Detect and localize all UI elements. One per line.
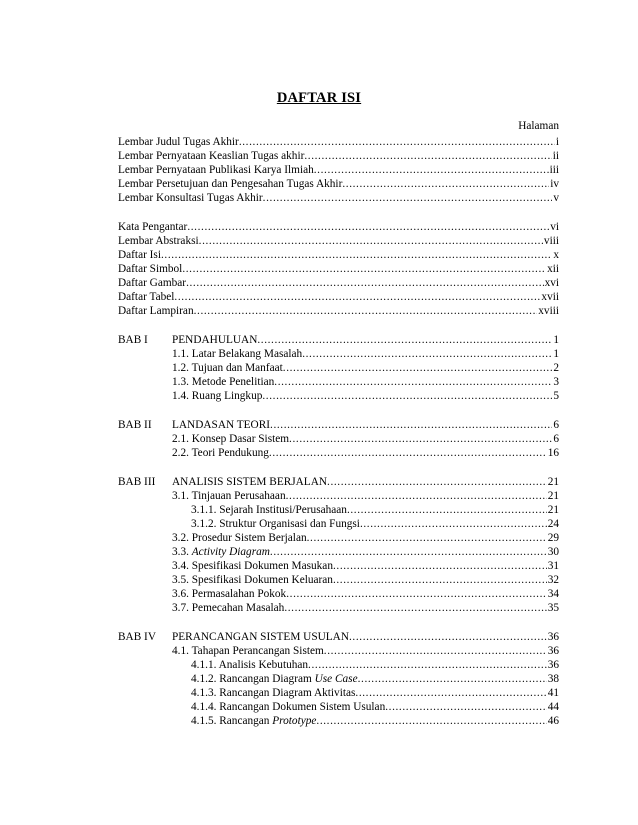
toc-entry-text: 3.5. Spesifikasi Dokumen Keluaran <box>172 574 333 586</box>
toc-page-number: 35 <box>547 602 559 614</box>
toc-entry <box>118 432 559 446</box>
toc-page-number: 21 <box>547 504 559 516</box>
toc-entry-label <box>191 714 316 728</box>
toc-page-number: 30 <box>547 546 559 558</box>
toc-entry <box>118 418 559 432</box>
dot-leader <box>360 517 547 531</box>
dot-leader <box>270 418 552 432</box>
toc-page-number: x <box>553 249 559 261</box>
toc-entry-italic-text: Prototype <box>272 715 317 727</box>
toc-entry <box>118 262 559 276</box>
toc-entry-label <box>118 276 186 290</box>
toc-page-number: xviii <box>538 305 559 317</box>
toc-entry-label <box>172 644 324 658</box>
toc-entry-label <box>118 248 161 262</box>
toc-entry-label <box>191 700 385 714</box>
dot-leader <box>263 191 553 205</box>
toc-entry-label <box>172 545 270 559</box>
toc-entry <box>118 177 559 191</box>
toc-entry-label <box>118 290 174 304</box>
dot-leader <box>161 248 552 262</box>
toc-entry-label <box>172 389 262 403</box>
dot-leader <box>349 630 547 644</box>
page-column-header: Halaman <box>518 120 559 132</box>
toc-page-number: i <box>555 136 559 148</box>
dot-leader <box>355 686 546 700</box>
toc-page-number: 16 <box>547 447 559 459</box>
dot-leader <box>304 149 551 163</box>
toc-entry-text: 4.1.3. Rancangan Diagram Aktivitas <box>191 687 356 699</box>
toc-entry-text: 4.1.5. Rancangan <box>191 715 270 727</box>
dot-leader <box>385 700 546 714</box>
toc-entry-text: 4.1. Tahapan Perancangan Sistem <box>172 645 324 657</box>
toc-entry <box>118 375 559 389</box>
toc-page-number: 5 <box>553 390 559 402</box>
toc-page-number: 36 <box>547 659 559 671</box>
toc-entry <box>118 234 559 248</box>
toc-entry <box>118 559 559 573</box>
toc-entry <box>118 517 559 531</box>
toc-page-number: 41 <box>547 687 559 699</box>
toc-entry-text: 1.1. Latar Belakang Masalah <box>172 348 303 360</box>
toc-entry-text: 3.1.2. Struktur Organisasi dan Fungsi <box>191 518 360 530</box>
toc-page-number: 6 <box>553 419 559 431</box>
toc-entry <box>118 489 559 503</box>
toc-entry <box>118 672 559 686</box>
toc-entry <box>118 389 559 403</box>
toc-entry <box>118 163 559 177</box>
toc-page-number: 31 <box>547 560 559 572</box>
toc-entry-text: 3.3. <box>172 546 189 558</box>
toc-entry-text: LANDASAN TEORI <box>172 419 271 431</box>
toc-entry-label <box>118 234 199 248</box>
toc-entry-text: ANALISIS SISTEM BERJALAN <box>172 476 328 488</box>
toc-entry-text: 3.1. Tinjauan Perusahaan <box>172 490 286 502</box>
toc-entry-text: 1.2. Tujuan dan Manfaat <box>172 362 283 374</box>
toc-entry-text: 1.4. Ruang Lingkup <box>172 390 263 402</box>
dot-leader <box>269 446 547 460</box>
toc-page-number: ii <box>552 150 559 162</box>
toc-page-number: 32 <box>547 574 559 586</box>
toc-entry <box>118 545 559 559</box>
toc-entry <box>118 276 559 290</box>
dot-leader <box>314 163 549 177</box>
toc-entry-label <box>172 375 274 389</box>
toc-entry-italic-text: Use Case <box>314 673 358 685</box>
dot-leader <box>182 262 546 276</box>
toc-entry-label <box>118 149 304 163</box>
toc-page-number: 6 <box>553 433 559 445</box>
toc-page-number: iii <box>549 164 559 176</box>
toc-entry-text: 3.7. Pemecahan Masalah <box>172 602 285 614</box>
dot-leader <box>187 220 549 234</box>
dot-leader <box>302 347 552 361</box>
toc-page-number: 34 <box>547 588 559 600</box>
toc-entry <box>118 135 559 149</box>
toc-entry-label <box>118 135 239 149</box>
toc-entry-label <box>118 191 263 205</box>
toc-entry <box>118 304 559 318</box>
toc-entry-text: 4.1.2. Rancangan Diagram <box>191 673 312 685</box>
toc-page-number: 24 <box>547 518 559 530</box>
toc-entry <box>118 630 559 644</box>
toc-entry-text: 3.6. Permasalahan Pokok <box>172 588 287 600</box>
toc-entry <box>118 347 559 361</box>
toc-entry <box>118 446 559 460</box>
dot-leader <box>286 489 547 503</box>
dot-leader <box>262 389 552 403</box>
toc-entry-label <box>172 573 333 587</box>
toc-page-number: 1 <box>553 348 559 360</box>
toc-entry-text: Lembar Pernyataan Publikasi Karya Ilmiah <box>118 164 314 176</box>
toc-entry <box>118 361 559 375</box>
toc-entry-text: 2.2. Teori Pendukung <box>172 447 269 459</box>
toc-page-number: xvii <box>541 291 559 303</box>
toc-entry-label <box>191 686 355 700</box>
dot-leader <box>186 276 544 290</box>
dot-leader <box>289 432 552 446</box>
toc-entry-label <box>191 517 360 531</box>
page-title: DAFTAR ISI <box>276 90 362 106</box>
toc-entry-text: 3.4. Spesifikasi Dokumen Masukan <box>172 560 333 572</box>
toc-entry <box>118 149 559 163</box>
dot-leader <box>270 545 547 559</box>
toc-entry-label <box>172 475 327 489</box>
toc-page-number: 1 <box>553 334 559 346</box>
toc-entry-text: Kata Pengantar <box>118 221 188 233</box>
toc-entry <box>118 475 559 489</box>
toc-entry-label <box>118 304 194 318</box>
toc-entry-label <box>118 262 182 276</box>
toc-entry-label <box>191 503 347 517</box>
toc-entry-label <box>118 220 187 234</box>
toc-page-number: 2 <box>553 362 559 374</box>
toc-entry-label <box>118 177 342 191</box>
toc-page-number: 46 <box>547 715 559 727</box>
dot-leader <box>174 290 540 304</box>
toc-page-number: 36 <box>547 645 559 657</box>
toc-entry-text: Daftar Gambar <box>118 277 187 289</box>
toc-entry-text: PERANCANGAN SISTEM USULAN <box>172 631 349 643</box>
dot-leader <box>333 559 547 573</box>
toc-entry-text: Lembar Persetujuan dan Pengesahan Tugas Akhir <box>118 178 343 190</box>
toc-page-number: 44 <box>547 701 559 713</box>
toc-entry-text: Lembar Abstraksi <box>118 235 199 247</box>
toc-page-number: xii <box>547 263 559 275</box>
dot-leader <box>308 658 547 672</box>
dot-leader <box>199 234 543 248</box>
toc-entry <box>118 587 559 601</box>
dot-leader <box>307 531 547 545</box>
toc-entry-text: Daftar Simbol <box>118 263 183 275</box>
dot-leader <box>194 304 538 318</box>
toc-entry-text: Daftar Tabel <box>118 291 175 303</box>
toc-page-number: 3 <box>553 376 559 388</box>
dot-leader <box>342 177 549 191</box>
toc-page-number: viii <box>543 235 559 247</box>
chapter-number: BAB III <box>118 476 156 488</box>
toc-entry <box>118 531 559 545</box>
dot-leader <box>283 361 553 375</box>
toc-entry-text: 4.1.1. Analisis Kebutuhan <box>191 659 309 671</box>
toc-page-number: 29 <box>547 532 559 544</box>
toc-entry-text: Lembar Pernyataan Keaslian Tugas akhir <box>118 150 305 162</box>
toc-entry <box>118 714 559 728</box>
toc-entry-label <box>172 361 283 375</box>
toc-entry <box>118 290 559 304</box>
toc-entry-text: Lembar Konsultasi Tugas Akhir <box>118 192 263 204</box>
toc-entry-label <box>172 587 286 601</box>
dot-leader <box>316 714 546 728</box>
toc-entry <box>118 601 559 615</box>
toc-entry-label <box>172 446 269 460</box>
toc-entry <box>118 700 559 714</box>
toc-page-number: vi <box>550 221 559 233</box>
toc-page-number: 21 <box>547 476 559 488</box>
toc-page-number: 21 <box>547 490 559 502</box>
chapter-number: BAB IV <box>118 631 156 643</box>
dot-leader <box>358 672 547 686</box>
toc-entry-text: 1.3. Metode Penelitian <box>172 376 275 388</box>
toc-entry-text: 4.1.4. Rancangan Dokumen Sistem Usulan <box>191 701 386 713</box>
toc-entry-label <box>172 333 257 347</box>
dot-leader <box>347 503 547 517</box>
toc-page-number: 36 <box>547 631 559 643</box>
toc-entry-text: 2.1. Konsep Dasar Sistem <box>172 433 290 445</box>
toc-entry-text: PENDAHULUAN <box>172 334 258 346</box>
toc-entry-text: Lembar Judul Tugas Akhir <box>118 136 239 148</box>
toc-entry <box>118 191 559 205</box>
toc-entry <box>118 644 559 658</box>
dot-leader <box>324 644 547 658</box>
toc-entry-label <box>118 163 314 177</box>
toc-entry <box>118 573 559 587</box>
toc-entry-label <box>172 347 302 361</box>
dot-leader <box>327 475 547 489</box>
toc-page-number: xvi <box>544 277 559 289</box>
dot-leader <box>333 573 547 587</box>
toc-page-number: iv <box>550 178 559 190</box>
toc-entry-text: Daftar Lampiran <box>118 305 194 317</box>
toc-entry-label <box>172 489 286 503</box>
toc-entry <box>118 686 559 700</box>
toc-entry-label <box>172 418 270 432</box>
toc-entry-label <box>172 559 333 573</box>
toc-entry <box>118 248 559 262</box>
toc-entry-italic-text: Activity Diagram <box>191 546 270 558</box>
toc-entry-text: 3.1.1. Sejarah Institusi/Perusahaan <box>191 504 347 516</box>
toc-entry-label <box>172 531 307 545</box>
toc-entry-text: 3.2. Prosedur Sistem Berjalan <box>172 532 307 544</box>
toc-entry-label <box>191 658 308 672</box>
toc-entry-label <box>172 601 284 615</box>
dot-leader <box>274 375 552 389</box>
toc-entry <box>118 333 559 347</box>
toc-entry <box>118 220 559 234</box>
toc-page-number: 38 <box>547 673 559 685</box>
toc-entry <box>118 503 559 517</box>
chapter-number: BAB II <box>118 419 152 431</box>
toc-entry-label <box>172 630 349 644</box>
dot-leader <box>257 333 552 347</box>
dot-leader <box>286 587 546 601</box>
toc-entry-text: Daftar Isi <box>118 249 161 261</box>
dot-leader <box>284 601 546 615</box>
chapter-number: BAB I <box>118 334 148 346</box>
toc-page-number: v <box>553 192 559 204</box>
toc-entry <box>118 658 559 672</box>
dot-leader <box>239 135 555 149</box>
toc-entry-label <box>172 432 289 446</box>
toc-entry-label <box>191 672 358 686</box>
